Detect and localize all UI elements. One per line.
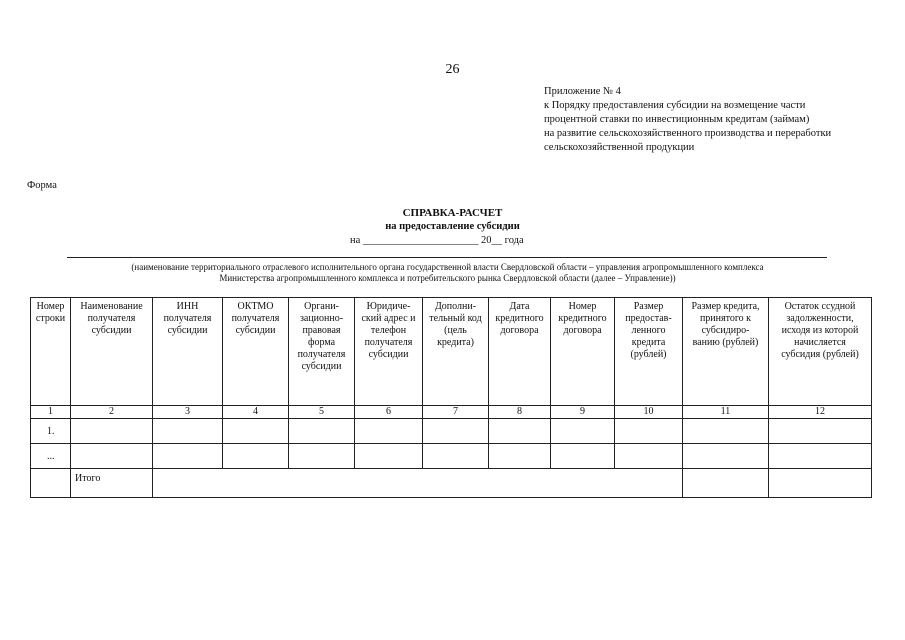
table-header-row (31, 298, 872, 406)
organization-caption (40, 262, 855, 284)
table-cell (615, 444, 683, 469)
column-number: 8 (489, 406, 551, 419)
table-cell (355, 444, 423, 469)
table-cell (683, 419, 769, 444)
calculation-table (30, 297, 872, 498)
column-header: Органи- зационно- правовая форма получателя субсидии (289, 298, 355, 406)
column-number: 12 (769, 406, 872, 419)
total-label: Итого (71, 469, 153, 498)
column-header: Номер строки (31, 298, 71, 406)
column-header: Наименование получателя субсидии (71, 298, 153, 406)
table-cell (223, 419, 289, 444)
table-cell (551, 444, 615, 469)
document-subtitle: на предоставление субсидии (385, 221, 520, 232)
table-cell (71, 444, 153, 469)
appendix-line: сельскохозяйственной продукции (544, 142, 695, 153)
table-cell (489, 419, 551, 444)
column-number: 11 (683, 406, 769, 419)
table-cell (769, 469, 872, 498)
table-cell (289, 419, 355, 444)
table-cell (289, 444, 355, 469)
page-number: 26 (445, 62, 460, 77)
appendix-block (544, 85, 894, 155)
column-header: Размер предостав- ленного кредита (рублей) (615, 298, 683, 406)
table-cell (223, 444, 289, 469)
form-label: Форма (27, 180, 57, 191)
column-header: Юридиче- ский адрес и телефон получателя субсидии (355, 298, 423, 406)
organization-caption-line: Министерства агропромышленного комплекса и потребительского рынка Свердловской области (далее – Управление)) (219, 273, 676, 283)
row-number-cell: ... (31, 444, 71, 469)
appendix-line: процентной ставки по инвестиционным кредитам (займам) (544, 114, 810, 125)
table-cell (423, 444, 489, 469)
table-cell (153, 419, 223, 444)
total-row (31, 469, 872, 498)
table-cell (71, 419, 153, 444)
column-number: 7 (423, 406, 489, 419)
table-cell (683, 444, 769, 469)
table-row (31, 444, 872, 469)
row-number-cell: 1. (31, 419, 71, 444)
table-cell (489, 444, 551, 469)
column-header: Остаток ссудной задолженности, исходя из которой начисляется субсидия (рублей) (769, 298, 872, 406)
column-number-row (31, 406, 872, 419)
table-cell (615, 419, 683, 444)
total-merged-cell (153, 469, 683, 498)
date-line: на ______________________ 20__ года (350, 235, 524, 246)
table-cell (153, 444, 223, 469)
column-header: Размер кредита, принятого к субсидиро- ванию (рублей) (683, 298, 769, 406)
column-header: Дата кредитного договора (489, 298, 551, 406)
column-header: ОКТМО получателя субсидии (223, 298, 289, 406)
column-number: 1 (31, 406, 71, 419)
column-header: ИНН получателя субсидии (153, 298, 223, 406)
table-cell (355, 419, 423, 444)
table-row (31, 419, 872, 444)
document-title: СПРАВКА-РАСЧЕТ (402, 207, 503, 219)
table-cell (769, 444, 872, 469)
table-cell (31, 469, 71, 498)
column-number: 5 (289, 406, 355, 419)
table-cell (423, 419, 489, 444)
organization-name-line (67, 257, 827, 258)
column-number: 9 (551, 406, 615, 419)
appendix-line: Приложение № 4 (544, 86, 621, 97)
organization-caption-line: (наименование территориального отраслевого исполнительного органа государственной власти Свердловской области – управления агропромышленного комплекса (131, 262, 764, 272)
appendix-line: к Порядку предоставления субсидии на возмещение части (544, 100, 806, 111)
column-number: 10 (615, 406, 683, 419)
table-cell (551, 419, 615, 444)
column-number: 3 (153, 406, 223, 419)
column-number: 2 (71, 406, 153, 419)
table-cell (683, 469, 769, 498)
table-cell (769, 419, 872, 444)
appendix-line: на развитие сельскохозяйственного производства и переработки (544, 128, 832, 139)
column-header: Дополни- тельный код (цель кредита) (423, 298, 489, 406)
column-header: Номер кредитного договора (551, 298, 615, 406)
column-number: 6 (355, 406, 423, 419)
column-number: 4 (223, 406, 289, 419)
